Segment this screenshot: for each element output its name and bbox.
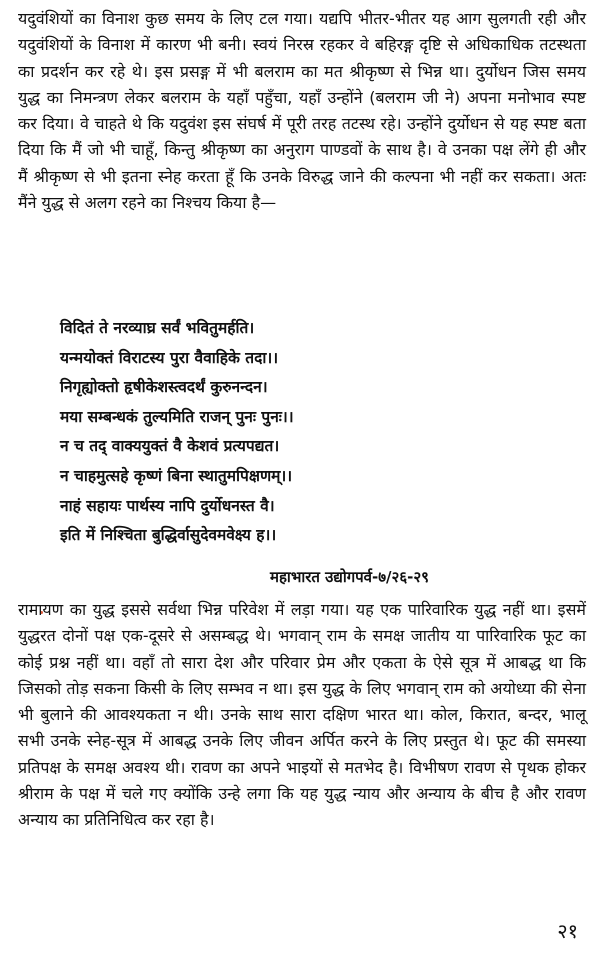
page-number: २१ [557, 919, 578, 943]
verse-line: नाहं सहायः पार्थस्य नापि दुर्योधनस्त वै। [60, 496, 275, 515]
verse-citation: महाभारत उद्योगपर्व-७/२६-२९ [270, 568, 429, 586]
verse-line: न चाहमुत्सहे कृष्णं बिना स्थातुमपिक्षणम्।। [60, 466, 293, 485]
verse-line: न च तद् वाक्ययुक्तं वै केशवं प्रत्यपद्यत। [60, 437, 280, 456]
verse-line: यन्मयोक्तं विराटस्य पुरा वैवाहिके तदा।। [60, 348, 279, 367]
paragraph-ramayana-war: रामायण का युद्ध इससे सर्वथा भिन्न परिवेश में लड़ा गया। यह एक पारिवारिक युद्ध नहीं था। इसमें युद्धरत दोनों पक्ष एक-दूसरे से असम्बद्ध थे। भगवान् राम के समक्ष जातीय या पारिवारिक फूट का कोई प्रश्न नहीं था। वहाँ तो सारा देश और परिवार प्रेम और एकता के ऐसे सूत्र में आबद्ध था कि जिसको तोड़ सकना किसी के लिए सम्भव न था। इस युद्ध के लिए भगवान् राम को अयोध्या की सेना भी बुलाने की आवश्यकता न थी। उनके साथ सारा दक्षिण भारत था। कोल, किरात, बन्दर, भालू सभी उनके स्नेह-सूत्र में आबद्ध उनके लिए जीवन अर्पित करने के लिए प्रस्तुत थे। फूट की समस्या प्रतिपक्ष के समक्ष अवश्य थी। रावण का अपने भाइयों से मतभेद है। विभीषण रावण से पृथक होकर श्रीराम के पक्ष में चले गए क्योंकि उन्हे लगा कि यह युद्ध न्याय और अन्याय के बीच है और रावण अन्याय का प्रतिनिधित्व कर रहा है। [18, 600, 586, 830]
paragraph-balram-stance: यदुवंशियों का विनाश कुछ समय के लिए टल गया। यद्यपि भीतर-भीतर यह आग सुलगती रही और यदुवंशियों के विनाश में कारण भी बनी। स्वयं निरस्र रहकर वे बहिरङ्ग दृष्टि से अधिकाधिक तटस्थता का प्रदर्शन कर रहे थे। इस प्रसङ्ग में भी बलराम का मत श्रीकृष्ण से भिन्न था। दुर्योधन जिस समय युद्ध का निमन्त्रण लेकर बलराम के यहाँ पहुँचा, यहाँ उन्होंने (बलराम जी ने) अपना मनोभाव स्पष्ट कर दिया। वे चाहते थे कि यदुवंश इस संघर्ष में पूरी तरह तटस्थ रहे। उन्होंने दुर्योधन से यह स्पष्ट बता दिया कि मैं जो भी चाहूँ, किन्तु श्रीकृष्ण का अनुराग पाण्डवों के साथ है। वे उनका पक्ष लेंगे ही और मैं श्रीकृष्ण से भी इतना स्नेह करता हूँ कि उनके विरुद्ध जाने की कल्पना भी नहीं कर सकता। अतः मैंने युद्ध से अलग रहने का निश्चय किया है— [18, 9, 586, 213]
verse-line: विदितं ते नरव्याघ्र सर्वं भवितुमर्हति। [60, 319, 255, 337]
verse-line: मया सम्बन्धकं तुल्यमिति राजन् पुनः पुनः।। [60, 407, 294, 426]
verse-line: इति में निश्चिता बुद्धिर्वासुदेवमवेक्ष्य ह।। [60, 526, 277, 545]
verse-line: निगृह्योक्तो हृषीकेशस्त्वदर्थं कुरुनन्दन। [60, 378, 268, 397]
sanskrit-verse [60, 314, 580, 551]
